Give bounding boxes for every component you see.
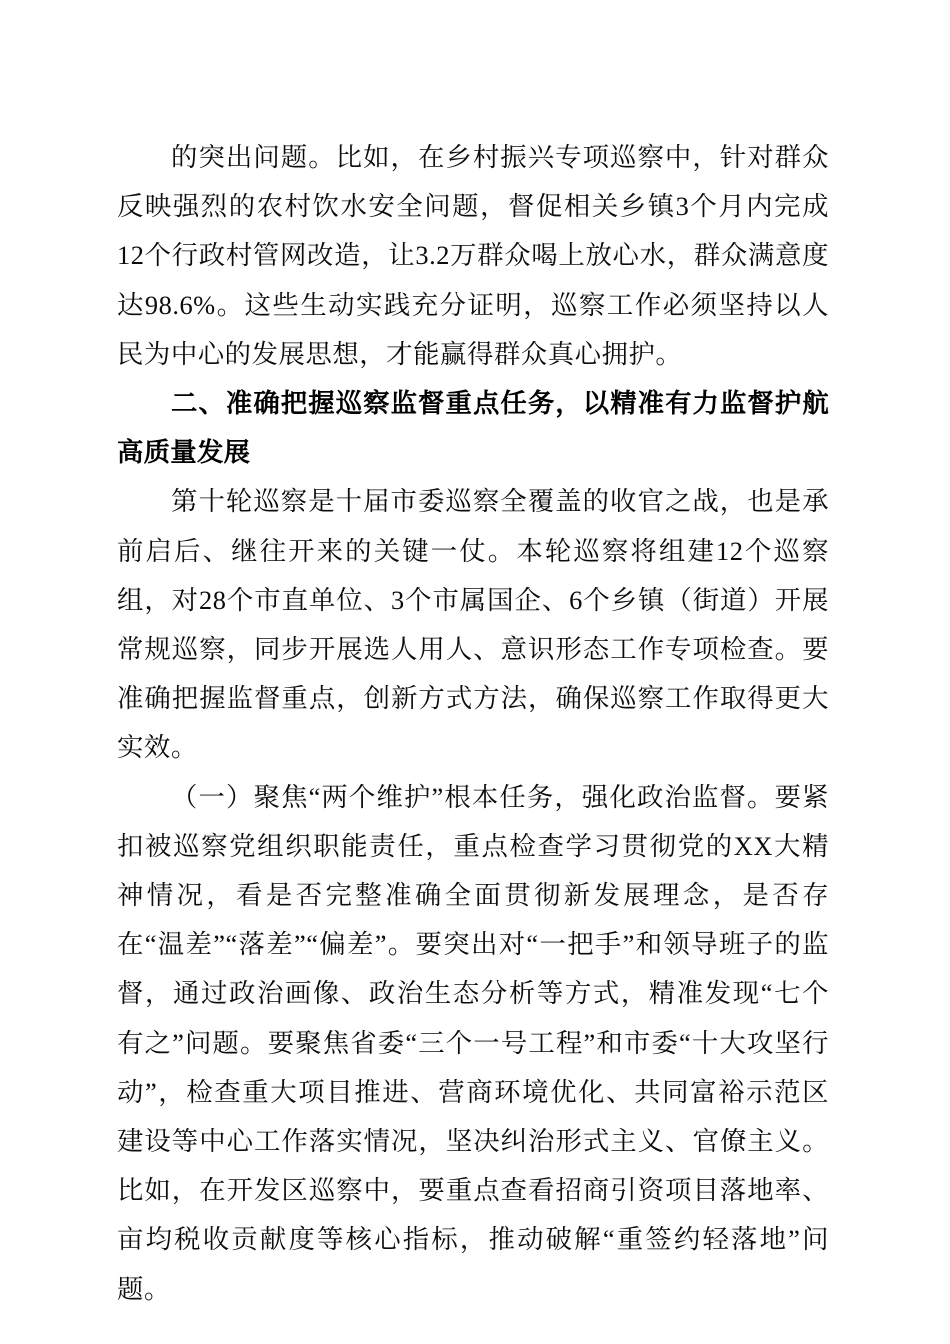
paragraph-continuation-people-centered: 的突出问题。比如，在乡村振兴专项巡察中，针对群众反映强烈的农村饮水安全问题，督促相关乡镇3个月内完成12个行政村管网改造，让3.2万群众喝上放心水，群众满意度达98.6%。这些生动实践充分证明，巡察工作必须坚持以人民为中心的发展思想，才能赢得群众真心拥护。 <box>117 142 829 369</box>
paragraph-subsection-one-political-supervision: （一）聚焦“两个维护”根本任务，强化政治监督。要紧扣被巡察党组织职能责任，重点检查学习贯彻党的XX大精神情况，看是否完整准确全面贯彻新发展理念，是否存在“温差”“落差”“偏差”。要突出对“一把手”和领导班子的监督，通过政治画像、政治生态分析等方式，精准发现“七个有之”问题。要聚焦省委“三个一号工程”和市委“十大攻坚行动”，检查重大项目推进、营商环境优化、共同富裕示范区建设等中心工作落实情况，坚决纠治形式主义、官僚主义。比如，在开发区巡察中，要重点查看招商引资项目落地率、亩均税收贡献度等核心指标，推动破解“重签约轻落地”问题。 <box>117 781 829 1304</box>
section-heading-two: 二、准确把握巡察监督重点任务，以精准有力监督护航高质量发展 <box>117 388 829 468</box>
document-text-column <box>117 133 829 1314</box>
paragraph-tenth-round-overview: 第十轮巡察是十届市委巡察全覆盖的收官之战，也是承前启后、继往开来的关键一仗。本轮巡察将组建12个巡察组，对28个市直单位、3个市属国企、6个乡镇（街道）开展常规巡察，同步开展选人用人、意识形态工作专项检查。要准确把握监督重点，创新方式方法，确保巡察工作取得更大实效。 <box>117 486 829 763</box>
